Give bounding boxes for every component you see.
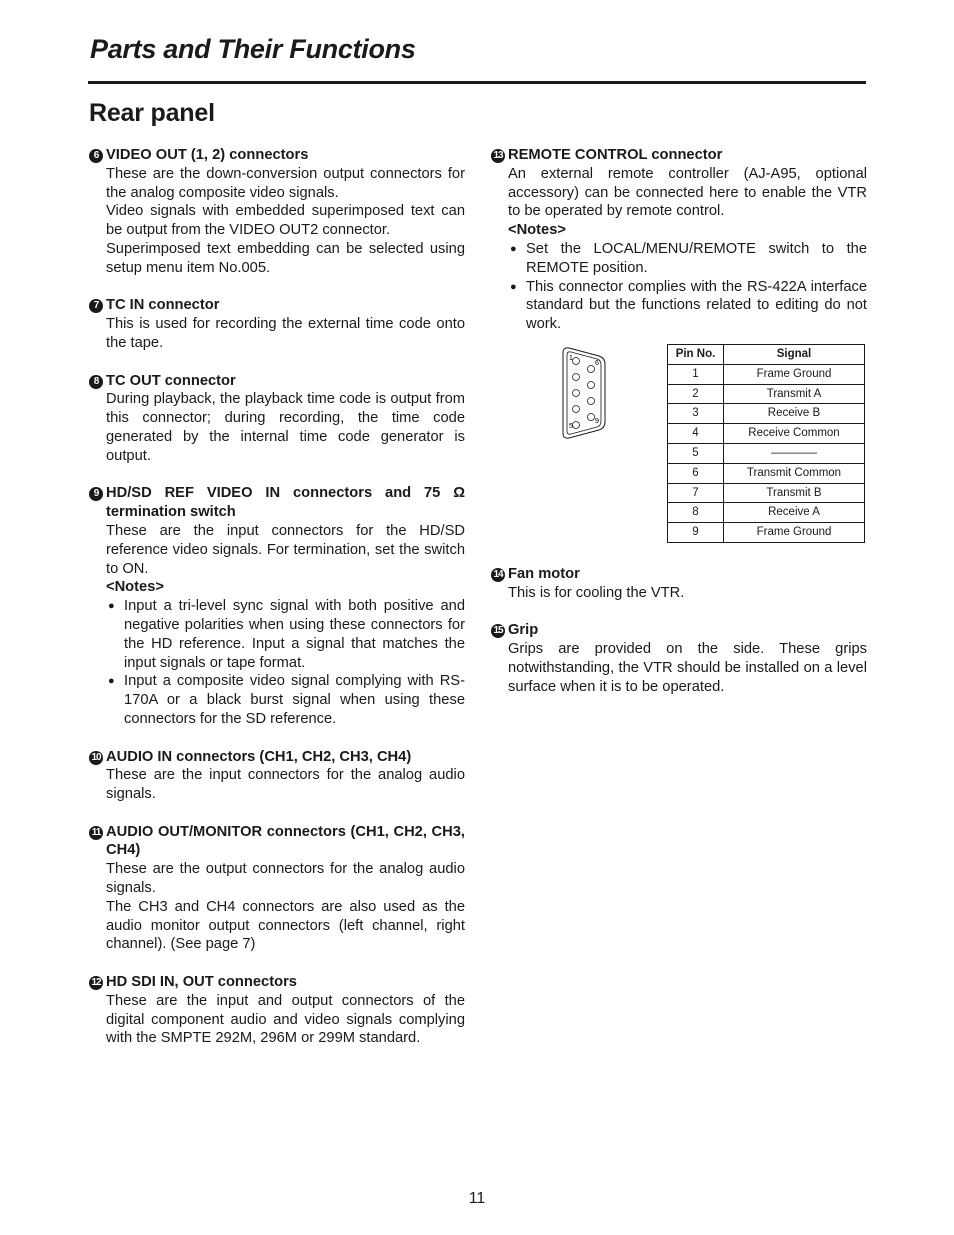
paragraph: Video signals with embedded superimposed text can be output from the VIDEO OUT2 connector.: [106, 203, 465, 239]
paragraph: This is for cooling the VTR.: [508, 584, 685, 601]
pin-icon: [588, 413, 595, 420]
item-number-badge: 13: [491, 149, 505, 163]
paragraph: Grips are provided on the side. These grips notwithstanding, the VTR should be installed on a level surface when it is to be operated.: [508, 641, 867, 695]
pin-icon: [573, 389, 580, 396]
item-body: [89, 522, 465, 729]
item-heading: [89, 484, 465, 522]
note-bullet: [106, 597, 465, 672]
item-ref-video-in: [89, 484, 465, 728]
pin-signal: Frame Ground: [724, 523, 865, 543]
notes-label: <Notes>: [106, 579, 164, 596]
item-video-out: [89, 146, 465, 278]
item-number-badge: 9: [89, 487, 103, 501]
item-body: [89, 992, 465, 1048]
paragraph: These are the input and output connectors of the digital component audio and video signals complying with the SMPTE 292M, 296M or 299M standard.: [106, 992, 465, 1047]
note-bullet: [508, 240, 867, 278]
item-heading-text: AUDIO OUT/MONITOR connectors (CH1, CH2, CH3, CH4): [106, 823, 465, 859]
item-grip: [491, 621, 867, 696]
pin-signal: Transmit Common: [724, 463, 865, 483]
left-column: [89, 146, 465, 1067]
item-heading-text: VIDEO OUT (1, 2) connectors: [106, 147, 309, 163]
pin-number: 4: [668, 424, 724, 444]
pin-label: 9: [595, 417, 599, 425]
pin-number: 3: [668, 404, 724, 424]
pin-number: 8: [668, 503, 724, 523]
pin-assignment-table: [667, 344, 865, 543]
note-bullet: [106, 672, 465, 728]
pin-signal: Receive B: [724, 404, 865, 424]
item-tc-out: [89, 372, 465, 466]
item-body: [491, 640, 867, 696]
item-heading: [491, 621, 867, 640]
paragraph: These are the input connectors for the HD/SD reference video signals. For termination, set the switch to ON.: [106, 522, 465, 577]
table-row: [668, 384, 865, 404]
item-audio-in: [89, 748, 465, 804]
note-text: This connector complies with the RS-422A interface standard but the functions related to editing do not work.: [526, 278, 867, 333]
item-heading-text: TC IN connector: [106, 297, 220, 314]
item-heading: [89, 296, 465, 315]
item-number-badge: 11: [89, 826, 103, 840]
pin-icon: [573, 405, 580, 412]
item-heading-text: AUDIO IN connectors (CH1, CH2, CH3, CH4): [106, 748, 412, 765]
table-row: [668, 404, 865, 424]
item-number-badge: 10: [89, 751, 103, 765]
item-number-badge: 8: [89, 375, 103, 389]
note-text: Set the LOCAL/MENU/REMOTE switch to the REMOTE position.: [526, 240, 867, 276]
item-number-badge: 14: [491, 568, 505, 582]
pin-icon: [588, 397, 595, 404]
item-remote-control: [491, 146, 867, 334]
note-bullet: [508, 278, 867, 334]
paragraph: The CH3 and CH4 connectors are also used as the audio monitor output connectors (left channel, right channel). (See page 7): [106, 898, 465, 953]
page-title: Parts and Their Functions: [90, 34, 416, 64]
pin-signal: Frame Ground: [724, 364, 865, 384]
item-heading: [89, 146, 465, 165]
item-heading-text: Grip: [508, 622, 539, 639]
column-header: Pin No.: [668, 344, 724, 364]
pin-number: 1: [668, 364, 724, 384]
table-row: [668, 443, 865, 463]
item-number-badge: 15: [491, 624, 505, 638]
paragraph: These are the down-conversion output connectors for the analog composite video signals.: [106, 165, 465, 201]
table-row: [668, 483, 865, 503]
item-heading-text: HD/SD REF VIDEO IN connectors and 75 Ω termination switch: [106, 485, 465, 521]
item-number-badge: 6: [89, 149, 103, 163]
item-body: [89, 766, 465, 804]
pin-icon: [573, 421, 580, 428]
table-row: [668, 523, 865, 543]
item-fan-motor: [491, 565, 867, 603]
column-header: Signal: [724, 344, 865, 364]
pin-icon: [588, 381, 595, 388]
item-heading: [89, 748, 465, 767]
pin-signal: Receive Common: [724, 424, 865, 444]
pin-signal: Receive A: [724, 503, 865, 523]
section-title: Rear panel: [89, 99, 215, 127]
paragraph: This is used for recording the external time code onto the tape.: [106, 316, 465, 351]
item-heading: [89, 372, 465, 391]
pin-number: 7: [668, 483, 724, 503]
item-body: [89, 860, 465, 954]
bullet-icon: ●: [108, 675, 115, 688]
dsub-9-connector-icon: [561, 346, 607, 440]
table-row: [668, 424, 865, 444]
item-heading-text: Fan motor: [508, 565, 580, 582]
item-body: [89, 390, 465, 465]
item-body: [89, 165, 465, 278]
page-number: 11: [468, 1190, 486, 1207]
pin-number: 9: [668, 523, 724, 543]
pin-number: 2: [668, 384, 724, 404]
pin-number: 5: [668, 443, 724, 463]
note-text: Input a composite video signal complying with RS-170A or a black burst signal when using these connectors for the SD reference.: [124, 673, 465, 727]
bullet-icon: ●: [108, 600, 115, 613]
notes-label: <Notes>: [508, 222, 566, 239]
table-row: [668, 503, 865, 523]
paragraph: These are the output connectors for the analog audio signals.: [106, 861, 465, 897]
item-heading: [491, 146, 867, 165]
item-heading: [89, 823, 465, 861]
item-tc-in: [89, 296, 465, 352]
table-row: [668, 463, 865, 483]
item-heading-text: TC OUT connector: [106, 372, 236, 389]
paragraph: Superimposed text embedding can be selected using setup menu item No.005.: [106, 240, 465, 276]
item-number-badge: 12: [89, 976, 103, 990]
table-row: [668, 364, 865, 384]
item-heading: [89, 973, 465, 992]
pin-label: 6: [595, 359, 599, 367]
remote-connector-diagram: [491, 344, 867, 543]
item-heading: [491, 565, 867, 584]
item-number-badge: 7: [89, 299, 103, 313]
note-text: Input a tri-level sync signal with both positive and negative polarities when using these connectors for the HD reference. Input a signal that matches the input signals or tape format.: [124, 598, 465, 671]
title-rule: [88, 81, 866, 84]
item-audio-out-monitor: [89, 823, 465, 955]
paragraph: These are the input connectors for the analog audio signals.: [106, 767, 465, 803]
paragraph: During playback, the playback time code is output from this connector; during recording, the time code generated by the internal time code generator is output.: [106, 391, 465, 464]
pin-signal: ————: [724, 443, 865, 463]
pin-icon: [573, 357, 580, 364]
bullet-icon: ●: [510, 280, 517, 293]
item-body: [491, 165, 867, 334]
paragraph: An external remote controller (AJ-A95, optional accessory) can be connected here to enable the VTR to be operated by remote control.: [508, 165, 867, 220]
item-heading-text: REMOTE CONTROL connector: [508, 147, 723, 163]
pin-icon: [573, 373, 580, 380]
pin-signal: Transmit B: [724, 483, 865, 503]
item-body: [89, 315, 465, 353]
item-hd-sdi: [89, 973, 465, 1048]
table-header-row: [668, 344, 865, 364]
bullet-icon: ●: [510, 242, 517, 255]
right-column: [491, 146, 867, 715]
item-heading-text: HD SDI IN, OUT connectors: [106, 974, 297, 991]
pin-label: 5: [569, 422, 573, 430]
pin-icon: [588, 365, 595, 372]
pin-label: 1: [569, 354, 573, 362]
pin-signal: Transmit A: [724, 384, 865, 404]
item-body: [491, 584, 867, 603]
pin-number: 6: [668, 463, 724, 483]
